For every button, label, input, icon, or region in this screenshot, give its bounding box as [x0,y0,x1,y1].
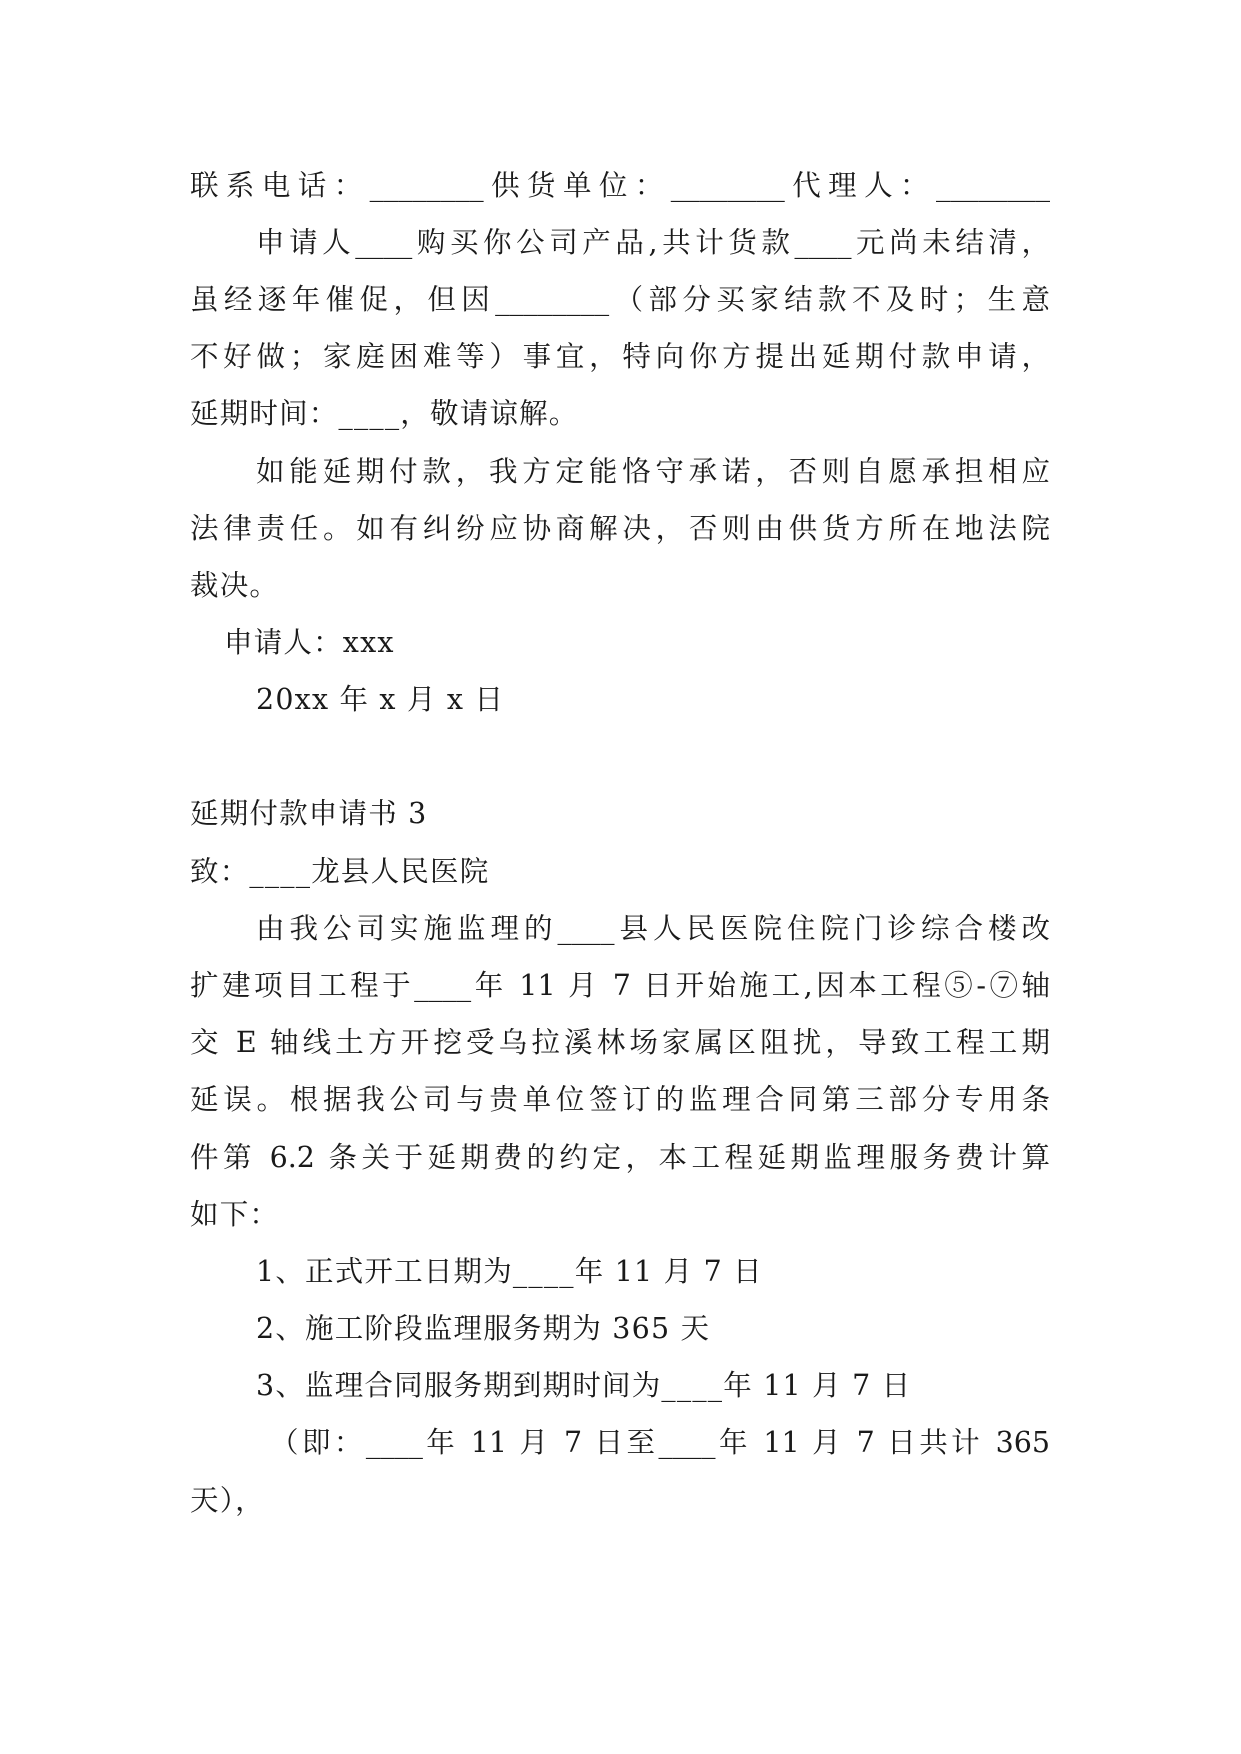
paragraph-line: 交 E 轴线土方开挖受乌拉溪林场家属区阻扰，导致工程工期 [190,1026,1050,1059]
applicant-signature: 申请人：xxx [224,626,395,659]
paragraph-line: 延期时间：____，敬请谅解。 [190,397,579,430]
paragraph-line: 不好做；家庭困难等）事宜，特向你方提出延期付款申请， [190,340,1050,373]
paragraph-line: 延误。根据我公司与贵单位签订的监理合同第三部分专用条 [190,1083,1050,1116]
list-item: 1、正式开工日期为____年 11 月 7 日 [256,1255,763,1288]
section-title: 延期付款申请书 3 [190,797,428,830]
paragraph-line: 申请人____购买你公司产品,共计货款____元尚未结清， [256,226,1050,259]
signature-date: 20xx 年 x 月 x 日 [256,683,505,716]
list-item: 3、监理合同服务期到期时间为____年 11 月 7 日 [256,1369,912,1402]
paragraph-line: 天）， [190,1484,265,1517]
paragraph-line: （即：____年 11 月 7 日至____年 11 月 7 日共计 365 [270,1426,1050,1459]
paragraph-line: 件第 6.2 条关于延期费的约定，本工程延期监理服务费计算 [190,1141,1050,1174]
contact-line: 联系电话：________供货单位：________代理人：________ [190,169,1050,202]
paragraph-line: 裁决。 [190,569,280,602]
paragraph-line: 虽经逐年催促，但因________（部分买家结款不及时；生意 [190,283,1050,316]
paragraph-line: 扩建项目工程于____年 11 月 7 日开始施工,因本工程⑤-⑦轴 [190,969,1050,1002]
paragraph-line: 如能延期付款，我方定能恪守承诺，否则自愿承担相应 [256,455,1050,488]
list-item: 2、施工阶段监理服务期为 365 天 [256,1312,711,1345]
paragraph-line: 由我公司实施监理的____县人民医院住院门诊综合楼改 [256,912,1050,945]
recipient-line: 致：____龙县人民医院 [190,855,490,888]
paragraph-line: 如下： [190,1198,280,1231]
paragraph-line: 法律责任。如有纠纷应协商解决，否则由供货方所在地法院 [190,512,1050,545]
